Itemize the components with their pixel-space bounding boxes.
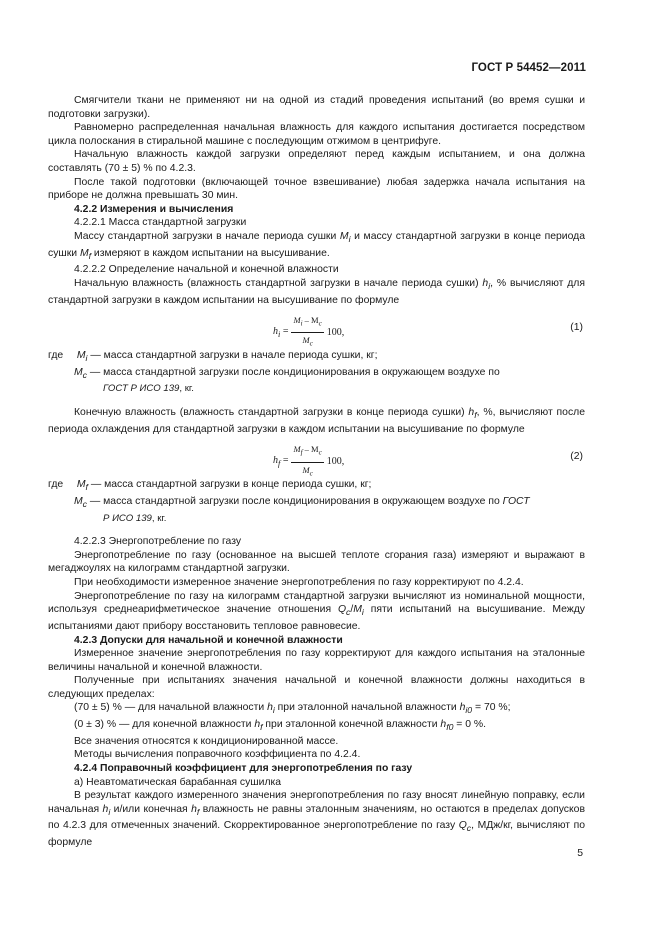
where-1-def-mi: где $M_i$ — масса стандартной загрузки в начале периода сушки, кг; — [48, 350, 378, 364]
paragraph-gas-energy-calculation: Энергопотребление по газу на килограмм стандартной загрузки вычисляют из номинальной мощности, используя среднеарифметическое значение отношения $Q_c/M_i$ пяти испытаний на высушивание. Между испытаниями дают прибору восстановить тепловое равновесие. — [48, 590, 585, 632]
formula-2-number: (2) — [570, 451, 583, 463]
paragraph-limits-intro: Полученные при испытаниях значения начальной и конечной влажности должны находиться в следующих пределах: — [48, 675, 585, 700]
page-content — [48, 94, 585, 850]
where-1-def-mc-cont: ГОСТ Р ИСО 139, кг. — [103, 383, 194, 395]
paragraph-calculation-methods: Методы вычисления поправочного коэффициента по 4.2.4. — [74, 749, 361, 761]
where-1-def-mc: $M_c$ — масса стандартной загрузки после кондиционирования в окружающем воздухе по — [74, 366, 500, 380]
paragraph-delay-limit: После такой подготовки (включающей точное взвешивание) любая задержка начала испытания на приборе не должна превышать 30 мин. — [48, 176, 585, 202]
formula-1-number: (1) — [570, 322, 583, 334]
page-number: 5 — [577, 848, 583, 859]
document-header: ГОСТ Р 54452—2011 — [471, 62, 586, 74]
paragraph-final-moisture-formula-intro: Конечную влажность (влажность стандартной загрузки в конце периода сушки) $h_f$, %, вычисляют после периода охлаждения для стандартной загрузки в каждом испытании на высушивание по формуле — [48, 407, 585, 435]
formula-2 — [48, 440, 585, 476]
paragraph-fabric-softeners: Смягчители ткани не применяют ни на одной из стадий проведения испытаний (во время сушки и подготовки загрузки). — [48, 95, 585, 120]
paragraph-initial-moisture: Начальную влажность каждой загрузки определяют перед каждым испытанием, и она должна составлять (70 ± 5) % по 4.2.3. — [48, 149, 585, 174]
paragraph-moisture-distribution: Равномерно распределенная начальная влажность для каждого испытания достигается посредством цикла полоскания в стиральной машине с последующим отжимом в центрифуге. — [48, 122, 585, 147]
section-heading-4-2-3: 4.2.3 Допуски для начальной и конечной влажности — [74, 634, 343, 646]
where-2-def-mf: где $M_f$ — масса стандартной загрузки в конце периода сушки, кг; — [48, 479, 372, 493]
limit-initial-moisture: (70 ± 5) % — для начальной влажности $h_i$ при эталонной начальной влажности $h_{i0} = 70$ %; — [74, 702, 511, 716]
paragraph-standard-load-mass: Массу стандартной загрузки в начале периода сушки $M_i$ и массу стандартной загрузки в конце периода сушки $M_f$ измеряют в каждом испытании на высушивание. — [48, 230, 585, 261]
formula-1 — [48, 311, 585, 347]
paragraph-gas-energy-definition: Энергопотребление по газу (основанное на высшей теплоте сгорания газа) измеряют и выражают в мегаджоулях на килограмм стандартной загрузки. — [48, 549, 585, 575]
paragraph-conditioned-mass: Все значения относятся к кондиционированной массе. — [74, 735, 339, 747]
paragraph-gas-energy-correction: При необходимости измеренное значение энергопотребления по газу корректируют по 4.2.4. — [74, 577, 524, 589]
paragraph-linear-correction: В результат каждого измеренного значения энергопотребления по газу вносят линейную поправку, если начальная $h_i$ и/или конечная $h_f$ влажность не равны эталонным значениям, но остаются в пределах допусков по 4.2.3 для отмеченных значений. Скорректированное энергопотребление по газу $Q_c$, МДж/кг, вычисляют по формуле — [48, 790, 585, 849]
item-non-automatic-dryer: а) Неавтоматическая барабанная сушилка — [74, 776, 282, 788]
where-2-def-mc-cont: Р ИСО 139, кг. — [103, 512, 167, 524]
section-heading-4-2-4: 4.2.4 Поправочный коэффициент для энергопотребления по газу — [74, 763, 413, 775]
formula-1-expression: $h_i$ = $\frac{M_i - M_c}{M_c}$ 100, — [273, 314, 344, 352]
formula-2-expression: $h_f$ = $\frac{M_f - M_c}{M_c}$ 100, — [273, 443, 344, 481]
subsection-title-4-2-2-1: 4.2.2.1 Масса стандартной загрузки — [74, 217, 247, 229]
where-2-def-mc: $M_c$ — масса стандартной загрузки после кондиционирования в окружающем воздухе по ГОСТ — [74, 496, 530, 510]
section-heading-4-2-2: 4.2.2 Измерения и вычисления — [74, 203, 234, 215]
paragraph-initial-moisture-formula-intro: Начальную влажность (влажность стандартной загрузки в начале периода сушки) $h_i$, % вычисляют для стандартной загрузки в каждом испытании на высушивание по формуле — [48, 277, 585, 306]
limit-final-moisture: (0 ± 3) % — для конечной влажности $h_f$ при эталонной конечной влажности $h_{f0} = 0$ %. — [74, 719, 487, 733]
formula-1-fraction: $\frac{M_i - M_c}{M_c}$ — [293, 315, 322, 349]
subsection-title-4-2-2-3: 4.2.2.3 Энергопотребление по газу — [74, 536, 242, 548]
paragraph-correction-reference: Измеренное значение энергопотребления по газу корректируют для каждого испытания на эталонные величины начальной и конечной влажности. — [48, 648, 585, 673]
formula-2-fraction: $\frac{M_f - M_c}{M_c}$ — [293, 444, 322, 478]
subsection-title-4-2-2-2: 4.2.2.2 Определение начальной и конечной влажности — [74, 264, 339, 276]
